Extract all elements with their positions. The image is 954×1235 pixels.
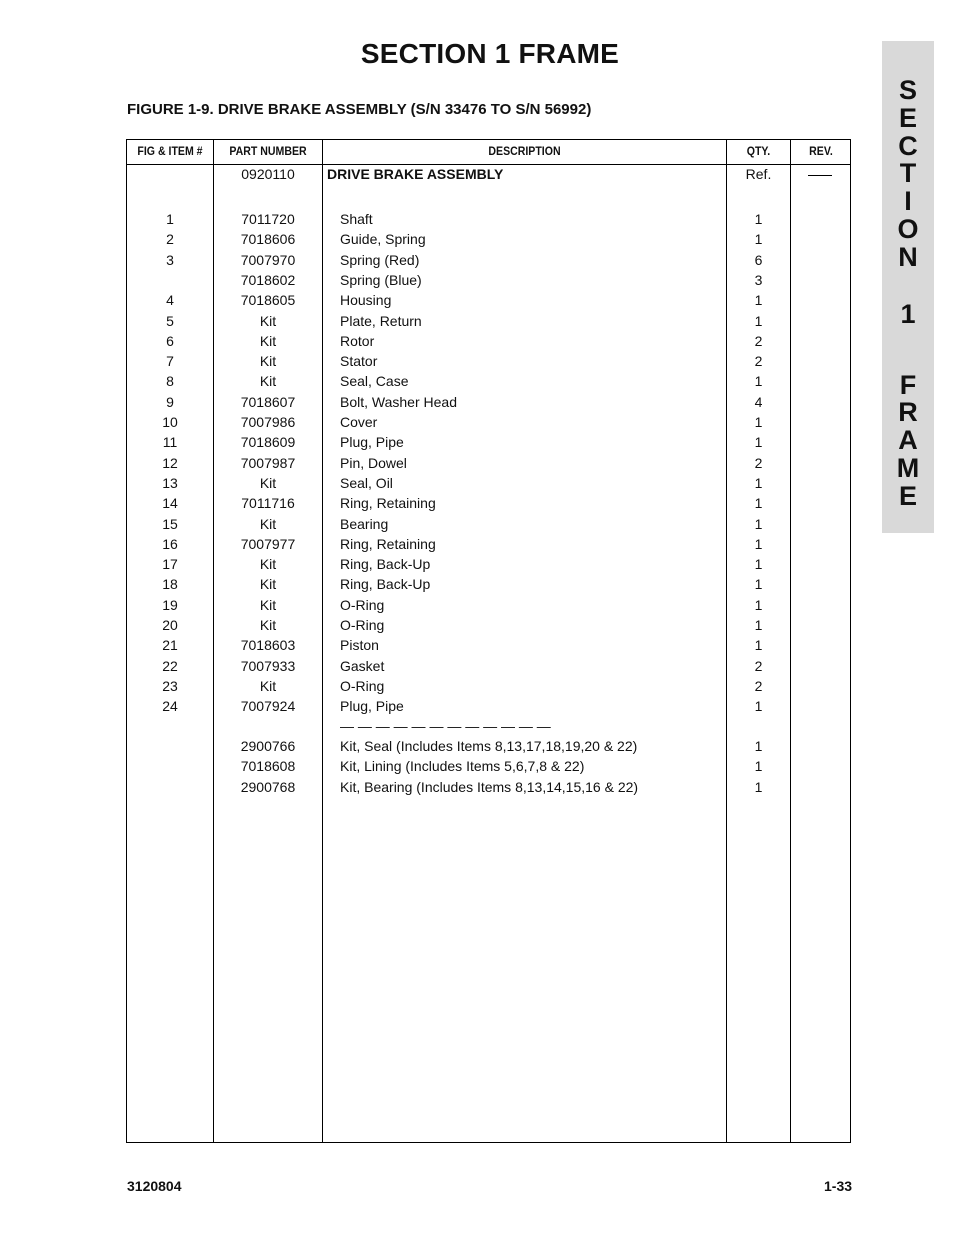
part-number: Kit — [259, 353, 277, 370]
part-number: 7007986 — [240, 414, 296, 430]
description: Bolt, Washer Head — [340, 393, 457, 410]
page-title: SECTION 1 FRAME — [360, 38, 620, 69]
description: Pin, Dowel — [340, 454, 407, 471]
description: Seal, Oil — [340, 474, 393, 491]
quantity: 1 — [754, 312, 763, 329]
quantity: 1 — [754, 474, 763, 491]
table-row — [0, 252, 954, 272]
description: Guide, Spring — [340, 231, 426, 248]
quantity: 1 — [754, 556, 763, 573]
part-number: Kit — [259, 474, 277, 491]
quantity: 1 — [754, 373, 763, 390]
part-number: Kit — [259, 373, 277, 390]
fig-item: 10 — [162, 414, 178, 430]
fig-item: 24 — [162, 698, 178, 715]
quantity: 4 — [754, 393, 763, 410]
part-number: 7018608 — [240, 758, 296, 775]
fig-item: 3 — [166, 251, 174, 268]
header-divider — [126, 164, 851, 165]
part-number: Kit — [259, 576, 277, 593]
table-row — [0, 394, 954, 414]
quantity: 1 — [754, 211, 763, 227]
quantity: 1 — [754, 738, 763, 754]
header-fig-item: FIG & ITEM # — [137, 144, 203, 158]
table-row — [0, 313, 954, 333]
part-number: 7011720 — [241, 211, 295, 227]
part-number: 7007933 — [240, 657, 296, 674]
side-tab-letter: N — [898, 242, 918, 272]
quantity: 3 — [754, 271, 763, 288]
side-tab-letter: I — [904, 186, 912, 216]
quantity: 1 — [754, 637, 763, 654]
description: Rotor — [340, 332, 375, 349]
header-qty: QTY. — [746, 144, 771, 158]
description: Ring, Back-Up — [340, 556, 431, 573]
table-row — [0, 475, 954, 495]
part-number: 7007924 — [240, 698, 296, 715]
quantity: 1 — [754, 434, 763, 451]
quantity: 2 — [754, 454, 763, 471]
part-number: 7018602 — [240, 271, 296, 288]
description: Ring, Retaining — [340, 495, 436, 512]
fig-item: 17 — [162, 556, 178, 573]
part-number: Kit — [259, 556, 277, 573]
part-number: Kit — [259, 332, 277, 349]
side-tab-letter: O — [897, 214, 919, 244]
description: Spring (Red) — [340, 251, 420, 268]
part-number: 7007970 — [240, 251, 296, 268]
quantity: 2 — [754, 353, 763, 370]
part-number: 7018606 — [240, 231, 296, 248]
fig-item: 13 — [162, 474, 178, 491]
side-tab-letter: T — [899, 158, 917, 188]
description: Ring, Retaining — [340, 535, 436, 552]
part-number: 7018603 — [240, 637, 296, 654]
table-row — [0, 333, 954, 353]
side-tab-letter: E — [898, 481, 917, 511]
table-row — [0, 658, 954, 678]
quantity: 1 — [754, 292, 763, 309]
description: Ring, Back-Up — [340, 576, 431, 593]
side-tab-letter: 1 — [900, 299, 916, 329]
figure-title: FIGURE 1-9. DRIVE BRAKE ASSEMBLY (S/N 33476 TO S/N 56992) — [127, 101, 592, 118]
side-tab-letter: R — [898, 397, 918, 427]
part-number: 7018609 — [240, 434, 296, 451]
quantity: 2 — [754, 657, 763, 674]
table-row — [0, 597, 954, 617]
table-row — [0, 556, 954, 576]
fig-item: 9 — [166, 393, 174, 410]
kit-row — [0, 779, 954, 799]
part-number: 2900768 — [240, 778, 296, 795]
part-number: 0920110 — [241, 166, 295, 182]
description: O-Ring — [340, 596, 385, 613]
kit-row — [0, 738, 954, 758]
part-number: 7018605 — [240, 292, 296, 309]
fig-item: 14 — [162, 495, 178, 512]
fig-item: 7 — [166, 353, 174, 370]
part-number: Kit — [259, 515, 277, 532]
description: Kit, Bearing (Includes Items 8,13,14,15,16 & 22) — [340, 778, 639, 795]
fig-item: 19 — [162, 596, 178, 613]
quantity: 1 — [754, 515, 763, 532]
quantity: 1 — [754, 778, 763, 795]
quantity: 1 — [754, 414, 763, 430]
side-tab-letter: C — [898, 131, 918, 161]
quantity: 1 — [754, 535, 763, 552]
fig-item: 22 — [162, 657, 178, 674]
description: Kit, Lining (Includes Items 5,6,7,8 & 22) — [340, 758, 585, 775]
quantity: 1 — [754, 576, 763, 593]
quantity: 2 — [754, 677, 763, 694]
header-rev: REV. — [809, 144, 833, 158]
part-number: 7007977 — [240, 535, 296, 552]
fig-item: 20 — [162, 617, 178, 633]
quantity: 1 — [754, 596, 763, 613]
table-row — [0, 698, 954, 718]
part-number: Kit — [259, 596, 277, 613]
quantity: 1 — [754, 698, 763, 715]
fig-item: 1 — [166, 211, 174, 227]
description: Spring (Blue) — [340, 271, 422, 288]
description: O-Ring — [340, 617, 385, 633]
fig-item: 23 — [162, 677, 178, 694]
side-tab-letter: S — [898, 75, 917, 105]
fig-item: 18 — [162, 576, 178, 593]
header-description: DESCRIPTION — [488, 144, 561, 158]
side-tab-letter: M — [896, 453, 920, 483]
description: Cover — [340, 414, 378, 430]
part-number: Kit — [259, 677, 277, 694]
quantity: Ref. — [745, 166, 772, 182]
separator-line: — — — — — — — — — — — — — [340, 718, 551, 734]
header-part-number: PART NUMBER — [229, 144, 307, 158]
description: DRIVE BRAKE ASSEMBLY — [327, 166, 504, 182]
separator-row — [0, 718, 954, 738]
description: Housing — [340, 292, 392, 309]
table-row — [0, 495, 954, 515]
fig-item: 6 — [166, 332, 174, 349]
assembly-row — [0, 166, 954, 186]
table-row — [0, 373, 954, 393]
table-row — [0, 617, 954, 637]
description: Plug, Pipe — [340, 434, 404, 451]
quantity: 1 — [754, 495, 763, 512]
description: Kit, Seal (Includes Items 8,13,17,18,19,20 & 22) — [340, 738, 638, 754]
kit-row — [0, 758, 954, 778]
description: Gasket — [340, 657, 385, 674]
quantity: 6 — [754, 251, 763, 268]
description: Stator — [340, 353, 378, 370]
rev-dash — [808, 175, 832, 176]
table-row — [0, 414, 954, 434]
fig-item: 2 — [166, 231, 174, 248]
description: Shaft — [340, 211, 373, 227]
table-row — [0, 678, 954, 698]
part-number: Kit — [259, 617, 277, 633]
table-row — [0, 272, 954, 292]
part-number: Kit — [259, 312, 277, 329]
fig-item: 5 — [166, 312, 174, 329]
part-number: 2900766 — [240, 738, 296, 754]
quantity: 1 — [754, 231, 763, 248]
part-number: 7011716 — [241, 495, 295, 512]
table-row — [0, 231, 954, 251]
side-tab-letter: E — [898, 103, 917, 133]
description: O-Ring — [340, 677, 385, 694]
table-row — [0, 536, 954, 556]
table-row — [0, 576, 954, 596]
description: Bearing — [340, 515, 389, 532]
fig-item: 4 — [166, 292, 174, 309]
table-row — [0, 353, 954, 373]
quantity: 1 — [754, 758, 763, 775]
description: Plug, Pipe — [340, 698, 404, 715]
quantity: 1 — [754, 617, 763, 633]
fig-item: 12 — [162, 454, 178, 471]
table-row — [0, 516, 954, 536]
doc-number: 3120804 — [127, 1178, 182, 1194]
table-row — [0, 292, 954, 312]
fig-item: 11 — [162, 434, 178, 451]
side-tab-letter: F — [899, 370, 917, 400]
fig-item: 15 — [162, 515, 178, 532]
part-number: 7018607 — [240, 393, 296, 410]
table-row — [0, 637, 954, 657]
table-row — [0, 455, 954, 475]
fig-item: 21 — [162, 637, 178, 654]
table-row — [0, 434, 954, 454]
fig-item: 16 — [162, 535, 178, 552]
page-number: 1-33 — [824, 1178, 853, 1194]
description: Piston — [340, 637, 379, 654]
quantity: 2 — [754, 332, 763, 349]
part-number: 7007987 — [240, 454, 296, 471]
fig-item: 8 — [166, 373, 174, 390]
description: Seal, Case — [340, 373, 409, 390]
side-tab-letter: A — [898, 425, 918, 455]
table-row — [0, 211, 954, 231]
description: Plate, Return — [340, 312, 422, 329]
